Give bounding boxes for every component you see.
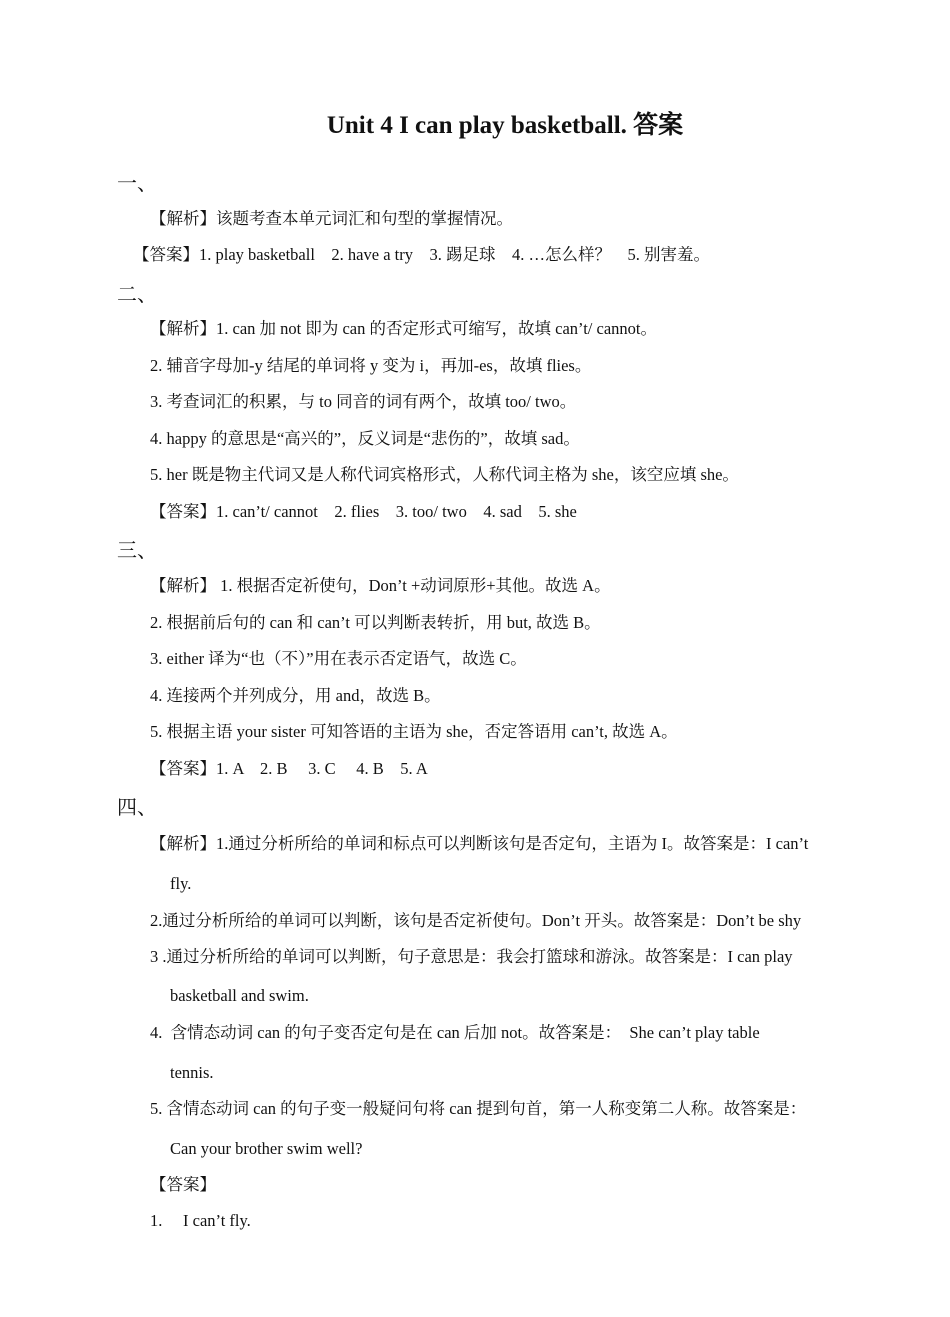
section-4-analysis-line: tennis. [170, 1063, 214, 1082]
section-2-analysis-line: 3. 考查词汇的积累，与 to 同音的词有两个，故填 too/ two。 [150, 392, 577, 411]
section-2-analysis-line: 【解析】1. can 加 not 即为 can 的否定形式可缩写，故填 can’t/ cannot。 [150, 319, 657, 338]
section-2-analysis-line: 4. happy 的意思是“高兴的”，反义词是“悲伤的”，故填 sad。 [150, 429, 580, 448]
section-3-analysis-line: 2. 根据前后句的 can 和 can’t 可以判断表转折，用 but, 故选 B。 [150, 613, 601, 632]
section-2-heading: 二、 [117, 284, 157, 306]
section-3-analysis-line: 【解析】 1. 根据否定祈使句，Don’t +动词原形+其他。故选 A。 [150, 576, 611, 595]
section-2-answer: 【答案】1. can’t/ cannot 2. flies 3. too/ two 4. sad 5. she [150, 502, 577, 521]
section-4-answer-label: 【答案】 [150, 1175, 216, 1194]
section-1-heading: 一、 [117, 173, 157, 195]
section-4-heading: 四、 [117, 797, 157, 819]
section-4-analysis-line: 3 .通过分析所给的单词可以判断，句子意思是：我会打篮球和游泳。故答案是：I can play [150, 947, 793, 966]
section-4-analysis-line: Can your brother swim well? [170, 1139, 363, 1158]
section-3-answer: 【答案】1. A 2. B 3. C 4. B 5. A [150, 759, 428, 778]
section-3-analysis-line: 5. 根据主语 your sister 可知答语的主语为 she，否定答语用 can’t, 故选 A。 [150, 722, 678, 741]
section-1-analysis: 【解析】该题考查本单元词汇和句型的掌握情况。 [150, 209, 513, 228]
section-4-analysis-line: 2.通过分析所给的单词可以判断，该句是否定祈使句。Don’t 开头。故答案是：Don’t be shy [150, 911, 802, 930]
section-4-analysis-line: 4. 含情态动词 can 的句子变否定句是在 can 后加 not。故答案是： She can’t play table [150, 1023, 760, 1042]
section-2-analysis-line: 2. 辅音字母加-y 结尾的单词将 y 变为 i，再加-es，故填 flies。 [150, 356, 592, 375]
section-4-analysis-line: basketball and swim. [170, 986, 309, 1005]
section-3-heading: 三、 [117, 540, 157, 562]
section-4-analysis-line: fly. [170, 874, 192, 893]
section-2-analysis-line: 5. her 既是物主代词又是人称代词宾格形式，人称代词主格为 she，该空应填 she。 [150, 465, 739, 484]
section-3-analysis-line: 4. 连接两个并列成分，用 and，故选 B。 [150, 686, 441, 705]
section-4-analysis-line: 【解析】1.通过分析所给的单词和标点可以判断该句是否定句，主语为 I。故答案是：I can’t [150, 834, 809, 853]
section-4-answer-item: 1. I can’t fly. [150, 1211, 251, 1230]
section-4-analysis-line: 5. 含情态动词 can 的句子变一般疑问句将 can 提到句首，第一人称变第二人称。故答案是： [150, 1099, 807, 1118]
page-title: Unit 4 I can play basketball. 答案 [326, 112, 684, 139]
section-1-answer: 【答案】1. play basketball 2. have a try 3. 踢足球 4. …怎么样？ 5. 别害羞。 [133, 245, 710, 264]
section-3-analysis-line: 3. either 译为“也（不）”用在表示否定语气，故选 C。 [150, 649, 527, 668]
